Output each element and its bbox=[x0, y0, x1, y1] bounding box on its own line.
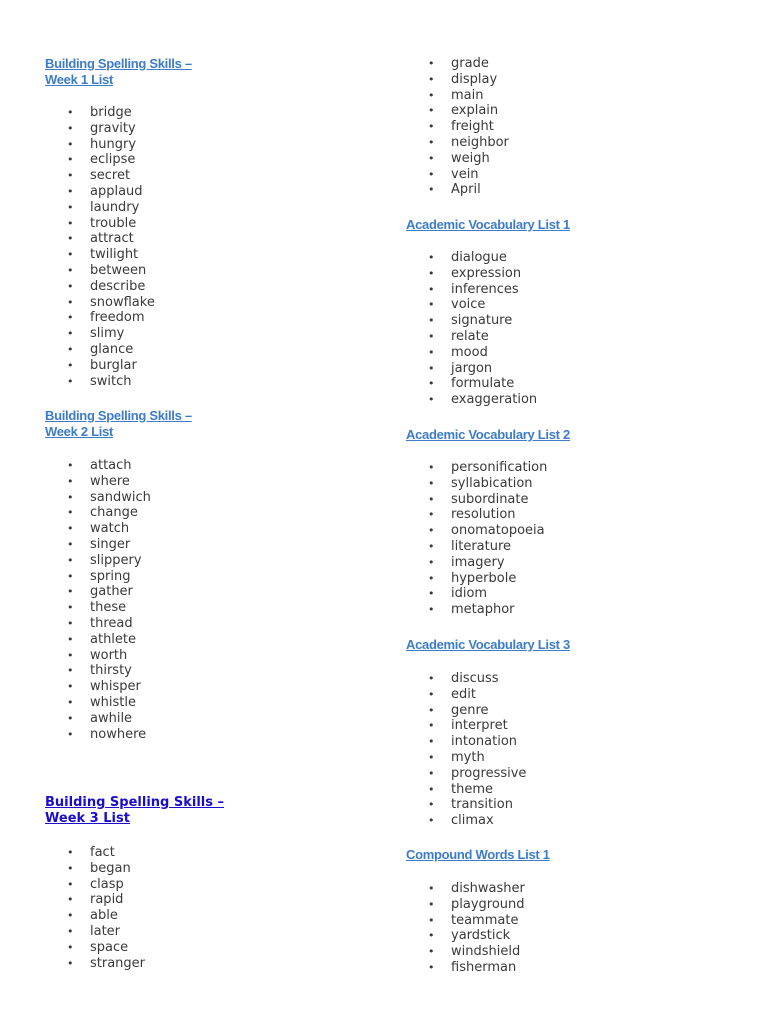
academic-vocabulary-list-3-section bbox=[406, 637, 746, 829]
word-list bbox=[45, 845, 375, 971]
bullet-icon: • bbox=[67, 861, 74, 875]
bullet-icon: • bbox=[428, 603, 435, 617]
bullet-icon: • bbox=[67, 632, 74, 646]
list-item bbox=[45, 584, 375, 600]
bullet-icon: • bbox=[428, 587, 435, 601]
word-text: syllabication bbox=[451, 475, 533, 491]
bullet-icon: • bbox=[428, 945, 435, 959]
bullet-icon: • bbox=[67, 664, 74, 678]
word-text: relate bbox=[451, 328, 489, 344]
bullet-icon: • bbox=[67, 711, 74, 725]
bullet-icon: • bbox=[67, 695, 74, 709]
bullet-icon: • bbox=[428, 798, 435, 812]
list-item bbox=[406, 913, 746, 929]
word-text: main bbox=[451, 87, 484, 103]
bullet-icon: • bbox=[428, 524, 435, 538]
list-item bbox=[406, 88, 746, 104]
list-item bbox=[45, 358, 375, 374]
list-item bbox=[406, 881, 746, 897]
bullet-icon: • bbox=[67, 601, 74, 615]
list-item bbox=[406, 492, 746, 508]
word-text: sandwich bbox=[90, 489, 151, 505]
bullet-icon: • bbox=[67, 585, 74, 599]
word-text: slippery bbox=[90, 552, 142, 568]
word-text: between bbox=[90, 262, 147, 278]
word-text: freight bbox=[451, 119, 494, 135]
word-text: April bbox=[451, 182, 481, 198]
word-text: onomatopoeia bbox=[451, 523, 545, 539]
bullet-icon: • bbox=[428, 750, 435, 764]
list-item bbox=[406, 813, 746, 829]
word-list bbox=[406, 881, 746, 976]
list-item bbox=[406, 376, 746, 392]
bullet-icon: • bbox=[428, 72, 435, 86]
word-text: windshield bbox=[451, 944, 521, 960]
list-item bbox=[406, 266, 746, 282]
word-text: playground bbox=[451, 896, 525, 912]
bullet-icon: • bbox=[67, 279, 74, 293]
list-item bbox=[406, 944, 746, 960]
heading-line: Building Spelling Skills – bbox=[45, 408, 192, 423]
list-item bbox=[45, 616, 375, 632]
building-spelling-skills-week-3-list-section bbox=[45, 795, 375, 971]
bullet-icon: • bbox=[67, 200, 74, 214]
word-text: attract bbox=[90, 231, 134, 247]
bullet-icon: • bbox=[428, 492, 435, 506]
academic-vocabulary-list-2-link[interactable] bbox=[406, 427, 746, 443]
word-text: explain bbox=[451, 103, 499, 119]
list-item bbox=[406, 703, 746, 719]
building-spelling-skills-week-2-list-section bbox=[45, 408, 375, 742]
heading-line: Week 2 List bbox=[45, 424, 113, 439]
word-text: twilight bbox=[90, 247, 139, 263]
word-text: inferences bbox=[451, 281, 519, 297]
bullet-icon: • bbox=[67, 727, 74, 741]
word-text: vein bbox=[451, 166, 479, 182]
list-item bbox=[45, 845, 375, 861]
word-list bbox=[45, 105, 375, 389]
word-text: discuss bbox=[451, 671, 499, 686]
word-text: fisherman bbox=[451, 959, 517, 975]
bullet-icon: • bbox=[67, 680, 74, 694]
list-item bbox=[45, 342, 375, 358]
bullet-icon: • bbox=[67, 553, 74, 567]
bullet-icon: • bbox=[428, 814, 435, 828]
bullet-icon: • bbox=[67, 327, 74, 341]
list-item bbox=[406, 507, 746, 523]
word-text: signature bbox=[451, 313, 513, 329]
bullet-icon: • bbox=[428, 345, 435, 359]
list-item bbox=[406, 539, 746, 555]
list-item bbox=[406, 460, 746, 476]
list-item bbox=[406, 687, 746, 703]
word-text: nowhere bbox=[90, 726, 147, 742]
bullet-icon: • bbox=[67, 295, 74, 309]
list-item bbox=[406, 182, 746, 198]
word-text: teammate bbox=[451, 912, 519, 928]
bullet-icon: • bbox=[428, 183, 435, 197]
list-item bbox=[406, 119, 746, 135]
word-list bbox=[45, 458, 375, 742]
word-text: slimy bbox=[90, 326, 125, 342]
heading-line: Academic Vocabulary List 2 bbox=[406, 427, 570, 442]
word-text: awhile bbox=[90, 710, 133, 726]
list-item bbox=[45, 956, 375, 972]
list-item bbox=[45, 908, 375, 924]
list-item bbox=[406, 361, 746, 377]
bullet-icon: • bbox=[428, 282, 435, 296]
bullet-icon: • bbox=[67, 522, 74, 536]
word-text: switch bbox=[90, 373, 132, 389]
list-item bbox=[406, 392, 746, 408]
list-item bbox=[406, 345, 746, 361]
word-text: applaud bbox=[90, 183, 143, 199]
bullet-icon: • bbox=[67, 216, 74, 230]
bullet-icon: • bbox=[67, 474, 74, 488]
word-text: subordinate bbox=[451, 491, 529, 507]
bullet-icon: • bbox=[428, 508, 435, 522]
list-item bbox=[45, 924, 375, 940]
list-item bbox=[45, 553, 375, 569]
word-text: snowflake bbox=[90, 294, 155, 310]
list-item bbox=[45, 537, 375, 553]
word-text: space bbox=[90, 939, 129, 955]
word-text: thirsty bbox=[90, 663, 132, 679]
list-item bbox=[45, 892, 375, 908]
list-item bbox=[406, 750, 746, 766]
bullet-icon: • bbox=[67, 846, 74, 859]
list-item bbox=[406, 167, 746, 183]
list-item bbox=[45, 121, 375, 137]
word-text: yardstick bbox=[451, 928, 511, 944]
heading-line: Week 1 List bbox=[45, 72, 113, 87]
word-text: laundry bbox=[90, 199, 140, 215]
bullet-icon: • bbox=[428, 882, 435, 895]
list-item bbox=[406, 297, 746, 313]
word-text: spring bbox=[90, 568, 131, 584]
word-text: voice bbox=[451, 297, 486, 313]
word-text: thread bbox=[90, 615, 133, 631]
heading-line: Week 3 List bbox=[45, 811, 130, 826]
list-item bbox=[406, 960, 746, 976]
list-item bbox=[45, 648, 375, 664]
word-text: display bbox=[451, 71, 498, 87]
word-text: worth bbox=[90, 647, 128, 663]
list-item bbox=[406, 103, 746, 119]
list-item bbox=[45, 521, 375, 537]
bullet-icon: • bbox=[428, 929, 435, 943]
list-item bbox=[406, 72, 746, 88]
bullet-icon: • bbox=[428, 361, 435, 375]
word-text: genre bbox=[451, 702, 489, 718]
compound-words-list-1-section bbox=[406, 847, 746, 975]
bullet-icon: • bbox=[428, 266, 435, 280]
list-item bbox=[45, 295, 375, 311]
bullet-icon: • bbox=[67, 893, 74, 907]
word-text: later bbox=[90, 923, 121, 939]
bullet-icon: • bbox=[428, 960, 435, 974]
word-text: dialogue bbox=[451, 250, 507, 265]
word-text: edit bbox=[451, 686, 476, 702]
academic-vocabulary-list-3-link[interactable] bbox=[406, 637, 746, 653]
list-item bbox=[45, 326, 375, 342]
word-text: interpret bbox=[451, 718, 508, 734]
list-item bbox=[406, 928, 746, 944]
word-text: gravity bbox=[90, 120, 136, 136]
list-item bbox=[45, 247, 375, 263]
list-item bbox=[45, 137, 375, 153]
list-item bbox=[45, 877, 375, 893]
list-item bbox=[45, 679, 375, 695]
list-item bbox=[45, 200, 375, 216]
list-item bbox=[45, 695, 375, 711]
list-item bbox=[45, 458, 375, 474]
bullet-icon: • bbox=[67, 153, 74, 167]
word-text: neighbor bbox=[451, 134, 509, 150]
list-item bbox=[406, 250, 746, 266]
word-text: idiom bbox=[451, 586, 488, 602]
list-item bbox=[406, 782, 746, 798]
list-item bbox=[406, 671, 746, 687]
list-item bbox=[45, 184, 375, 200]
word-text: stranger bbox=[90, 955, 146, 971]
word-text: fact bbox=[90, 845, 115, 860]
bullet-icon: • bbox=[428, 251, 435, 264]
word-text: mood bbox=[451, 344, 488, 360]
bullet-icon: • bbox=[428, 913, 435, 927]
academic-vocabulary-list-2-section bbox=[406, 427, 746, 618]
list-item bbox=[406, 602, 746, 618]
bullet-icon: • bbox=[67, 342, 74, 356]
word-text: singer bbox=[90, 536, 131, 552]
bullet-icon: • bbox=[67, 263, 74, 277]
word-list bbox=[406, 250, 746, 408]
list-item bbox=[406, 718, 746, 734]
bullet-icon: • bbox=[67, 940, 74, 954]
bullet-icon: • bbox=[67, 311, 74, 325]
word-text: imagery bbox=[451, 554, 505, 570]
heading-line: Academic Vocabulary List 1 bbox=[406, 217, 570, 232]
bullet-icon: • bbox=[67, 537, 74, 551]
word-text: resolution bbox=[451, 507, 516, 523]
word-text: exaggeration bbox=[451, 392, 538, 408]
list-item bbox=[45, 474, 375, 490]
bullet-icon: • bbox=[428, 735, 435, 749]
bullet-icon: • bbox=[67, 506, 74, 520]
word-text: gather bbox=[90, 584, 133, 600]
list-item bbox=[406, 766, 746, 782]
list-item bbox=[406, 586, 746, 602]
bullet-icon: • bbox=[67, 106, 74, 119]
word-text: weigh bbox=[451, 150, 490, 166]
bullet-icon: • bbox=[67, 121, 74, 135]
bullet-icon: • bbox=[67, 909, 74, 923]
bullet-icon: • bbox=[428, 476, 435, 490]
word-text: expression bbox=[451, 265, 522, 281]
list-item bbox=[45, 727, 375, 743]
bullet-icon: • bbox=[67, 569, 74, 583]
list-item bbox=[45, 632, 375, 648]
list-item bbox=[45, 152, 375, 168]
bullet-icon: • bbox=[428, 703, 435, 717]
list-item bbox=[45, 569, 375, 585]
word-text: jargon bbox=[451, 360, 493, 376]
word-list bbox=[406, 671, 746, 829]
bullet-icon: • bbox=[428, 135, 435, 149]
word-text: attach bbox=[90, 458, 132, 473]
bullet-icon: • bbox=[67, 248, 74, 262]
bullet-icon: • bbox=[67, 374, 74, 388]
word-text: whisper bbox=[90, 679, 141, 695]
bullet-icon: • bbox=[67, 358, 74, 372]
word-text: where bbox=[90, 473, 130, 489]
list-item bbox=[406, 571, 746, 587]
list-item bbox=[406, 282, 746, 298]
word-text: progressive bbox=[451, 765, 527, 781]
bullet-icon: • bbox=[67, 956, 74, 970]
bullet-icon: • bbox=[428, 57, 435, 70]
list-item bbox=[406, 313, 746, 329]
heading-line: Compound Words List 1 bbox=[406, 847, 550, 862]
bullet-icon: • bbox=[67, 877, 74, 891]
word-text: formulate bbox=[451, 376, 515, 392]
bullet-icon: • bbox=[67, 169, 74, 183]
bullet-icon: • bbox=[67, 490, 74, 504]
heading-line: Building Spelling Skills – bbox=[45, 56, 192, 71]
bullet-icon: • bbox=[428, 571, 435, 585]
bullet-icon: • bbox=[67, 924, 74, 938]
list-item bbox=[45, 310, 375, 326]
bullet-icon: • bbox=[67, 648, 74, 662]
word-text: dishwasher bbox=[451, 881, 525, 896]
word-text: these bbox=[90, 600, 127, 616]
word-text: metaphor bbox=[451, 602, 515, 618]
bullet-icon: • bbox=[428, 329, 435, 343]
word-text: whistle bbox=[90, 694, 136, 710]
heading-line: Academic Vocabulary List 3 bbox=[406, 637, 570, 652]
compound-words-list-1-link[interactable] bbox=[406, 847, 746, 863]
word-text: change bbox=[90, 505, 138, 521]
building-spelling-skills-week-2-list-link[interactable] bbox=[45, 408, 375, 440]
list-item bbox=[45, 216, 375, 232]
word-text: climax bbox=[451, 813, 494, 829]
word-text: myth bbox=[451, 749, 485, 765]
word-text: began bbox=[90, 860, 131, 876]
bullet-icon: • bbox=[428, 782, 435, 796]
bullet-icon: • bbox=[428, 120, 435, 134]
building-spelling-skills-week-3-list-link[interactable] bbox=[45, 795, 375, 827]
bullet-icon: • bbox=[428, 393, 435, 407]
bullet-icon: • bbox=[428, 672, 435, 685]
bullet-icon: • bbox=[67, 459, 74, 472]
bullet-icon: • bbox=[67, 184, 74, 198]
list-item bbox=[406, 797, 746, 813]
list-item bbox=[45, 600, 375, 616]
list-item bbox=[45, 490, 375, 506]
bullet-icon: • bbox=[428, 88, 435, 102]
bullet-icon: • bbox=[428, 314, 435, 328]
list-item bbox=[406, 151, 746, 167]
word-list bbox=[406, 56, 746, 198]
list-item bbox=[406, 329, 746, 345]
bullet-icon: • bbox=[428, 766, 435, 780]
word-text: glance bbox=[90, 341, 134, 357]
academic-vocabulary-list-1-section bbox=[406, 217, 746, 408]
word-text: describe bbox=[90, 278, 146, 294]
list-item bbox=[406, 734, 746, 750]
bullet-icon: • bbox=[428, 298, 435, 312]
word-text: hyperbole bbox=[451, 570, 517, 586]
word-text: literature bbox=[451, 538, 512, 554]
building-spelling-skills-week-1-list-section bbox=[45, 56, 375, 389]
word-text: watch bbox=[90, 521, 130, 537]
word-text: athlete bbox=[90, 631, 137, 647]
academic-vocabulary-list-1-link[interactable] bbox=[406, 217, 746, 233]
bullet-icon: • bbox=[428, 897, 435, 911]
list-item bbox=[406, 56, 746, 72]
bullet-icon: • bbox=[428, 719, 435, 733]
bullet-icon: • bbox=[428, 539, 435, 553]
word-text: grade bbox=[451, 56, 489, 71]
list-item bbox=[45, 231, 375, 247]
list-item bbox=[406, 555, 746, 571]
list-item bbox=[406, 523, 746, 539]
list-item bbox=[406, 897, 746, 913]
list-item bbox=[45, 374, 375, 390]
word-text: rapid bbox=[90, 892, 124, 908]
word-text: able bbox=[90, 908, 118, 924]
word-text: hungry bbox=[90, 136, 137, 152]
word-text: clasp bbox=[90, 876, 124, 892]
word-text: trouble bbox=[90, 215, 137, 231]
list-item bbox=[45, 663, 375, 679]
list-item bbox=[45, 279, 375, 295]
bullet-icon: • bbox=[428, 687, 435, 701]
list-item bbox=[406, 135, 746, 151]
bullet-icon: • bbox=[428, 151, 435, 165]
bullet-icon: • bbox=[428, 461, 435, 474]
bullet-icon: • bbox=[428, 167, 435, 181]
list-item bbox=[45, 940, 375, 956]
bullet-icon: • bbox=[67, 616, 74, 630]
word-text: bridge bbox=[90, 105, 132, 120]
bullet-icon: • bbox=[428, 104, 435, 118]
list-item bbox=[45, 105, 375, 121]
word-text: transition bbox=[451, 797, 513, 813]
list-item bbox=[45, 711, 375, 727]
heading-line: Building Spelling Skills – bbox=[45, 795, 225, 810]
word-text: theme bbox=[451, 781, 493, 797]
word-text: burglar bbox=[90, 357, 137, 373]
word-text: secret bbox=[90, 168, 131, 184]
list-item bbox=[45, 505, 375, 521]
building-spelling-skills-week-1-list-link[interactable] bbox=[45, 56, 375, 88]
word-text: intonation bbox=[451, 734, 518, 750]
bullet-icon: • bbox=[428, 377, 435, 391]
list-item bbox=[45, 263, 375, 279]
list-item bbox=[406, 476, 746, 492]
word-text: personification bbox=[451, 460, 548, 475]
bullet-icon: • bbox=[428, 555, 435, 569]
bullet-icon: • bbox=[67, 232, 74, 246]
bullet-icon: • bbox=[67, 137, 74, 151]
list-item bbox=[45, 861, 375, 877]
word-text: eclipse bbox=[90, 152, 136, 168]
word-list bbox=[406, 460, 746, 618]
word-text: freedom bbox=[90, 310, 145, 326]
list-item bbox=[45, 168, 375, 184]
